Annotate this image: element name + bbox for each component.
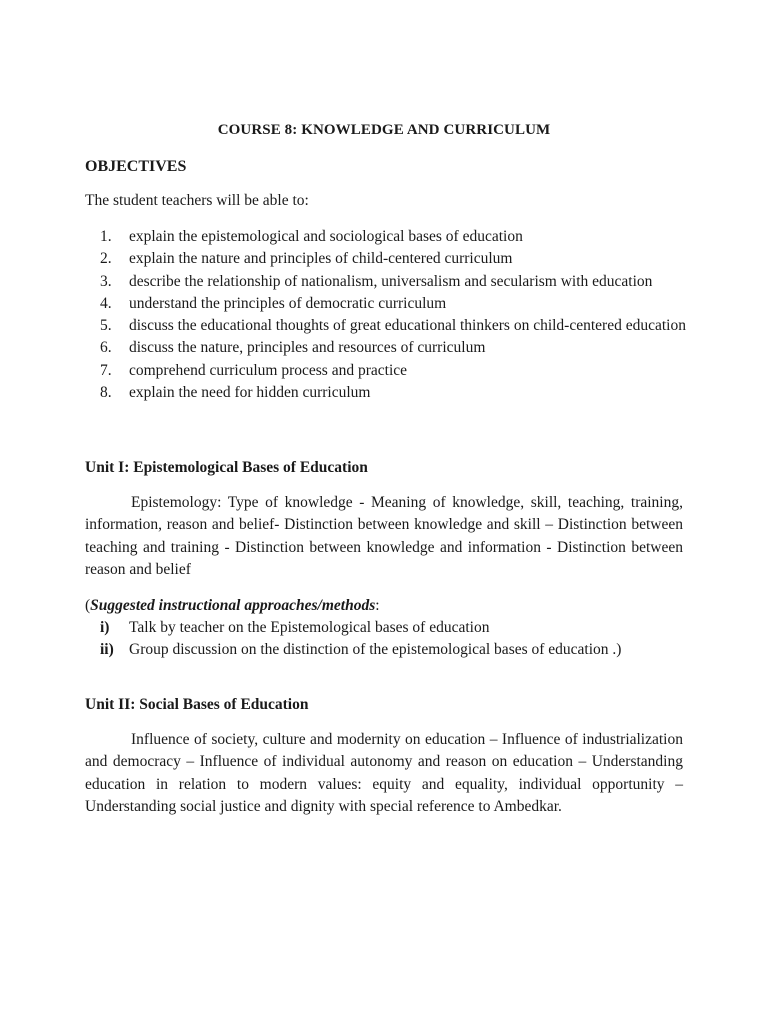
item-text: explain the need for hidden curriculum <box>129 384 371 402</box>
objectives-heading: OBJECTIVES <box>85 158 187 175</box>
item-number: ii) <box>100 641 114 659</box>
list-item <box>100 293 690 315</box>
list-item <box>100 271 690 293</box>
item-text: comprehend curriculum process and practice <box>129 361 408 379</box>
objectives-intro: The student teachers will be able to: <box>85 192 309 209</box>
objectives-list <box>100 226 690 404</box>
item-number: 5. <box>100 317 112 335</box>
item-number: 1. <box>100 228 112 245</box>
item-number: 6. <box>100 339 112 357</box>
unit2-heading: Unit II: Social Bases of Education <box>85 696 309 713</box>
unit1-body: Epistemology: Type of knowledge - Meaning of knowledge, skill, teaching, training, information, reason and belief- Distinction between knowledge and skill – Distinction between teaching and training - Distinction between knowledge and information - Distinction between reason and belief <box>85 494 683 579</box>
item-number: 2. <box>100 250 112 268</box>
approaches-label <box>85 597 380 615</box>
list-item <box>100 639 683 661</box>
list-item <box>100 382 690 404</box>
item-text: Talk by teacher on the Epistemological bases of education <box>129 619 490 636</box>
item-text: explain the epistemological and sociological bases of education <box>129 228 523 245</box>
item-text: describe the relationship of nationalism, universalism and secularism with education <box>129 272 653 290</box>
item-number: 7. <box>100 361 112 379</box>
approaches-list <box>100 617 683 662</box>
item-text: Group discussion on the distinction of the epistemological bases of education .) <box>129 641 622 659</box>
item-number: 4. <box>100 294 112 312</box>
item-number: 3. <box>100 272 112 290</box>
list-item <box>100 337 690 359</box>
list-item <box>100 226 690 248</box>
approaches-label-text: Suggested instructional approaches/methods <box>90 597 376 614</box>
item-number: i) <box>100 619 110 636</box>
approaches-colon: : <box>375 597 380 614</box>
list-item <box>100 248 690 270</box>
item-text: understand the principles of democratic curriculum <box>129 294 447 312</box>
unit2-body: Influence of society, culture and modernity on education – Influence of industrialization and democracy – Influence of individual autonomy and reason on education – Understanding education in relation to modern values: equity and equality, individual opportunity – Understanding social justice and dignity with special reference to Ambedkar. <box>85 731 683 816</box>
course-title: COURSE 8: KNOWLEDGE AND CURRICULUM <box>217 122 551 138</box>
item-number: 8. <box>100 384 112 402</box>
item-text: discuss the educational thoughts of great educational thinkers on child-centered education <box>129 317 686 335</box>
approaches-open-paren: ( <box>85 597 91 614</box>
list-item <box>100 360 690 382</box>
item-text: discuss the nature, principles and resources of curriculum <box>129 339 486 357</box>
item-text: explain the nature and principles of child-centered curriculum <box>129 250 513 268</box>
list-item <box>100 617 683 639</box>
list-item <box>100 315 690 337</box>
unit1-heading: Unit I: Epistemological Bases of Education <box>85 459 368 476</box>
